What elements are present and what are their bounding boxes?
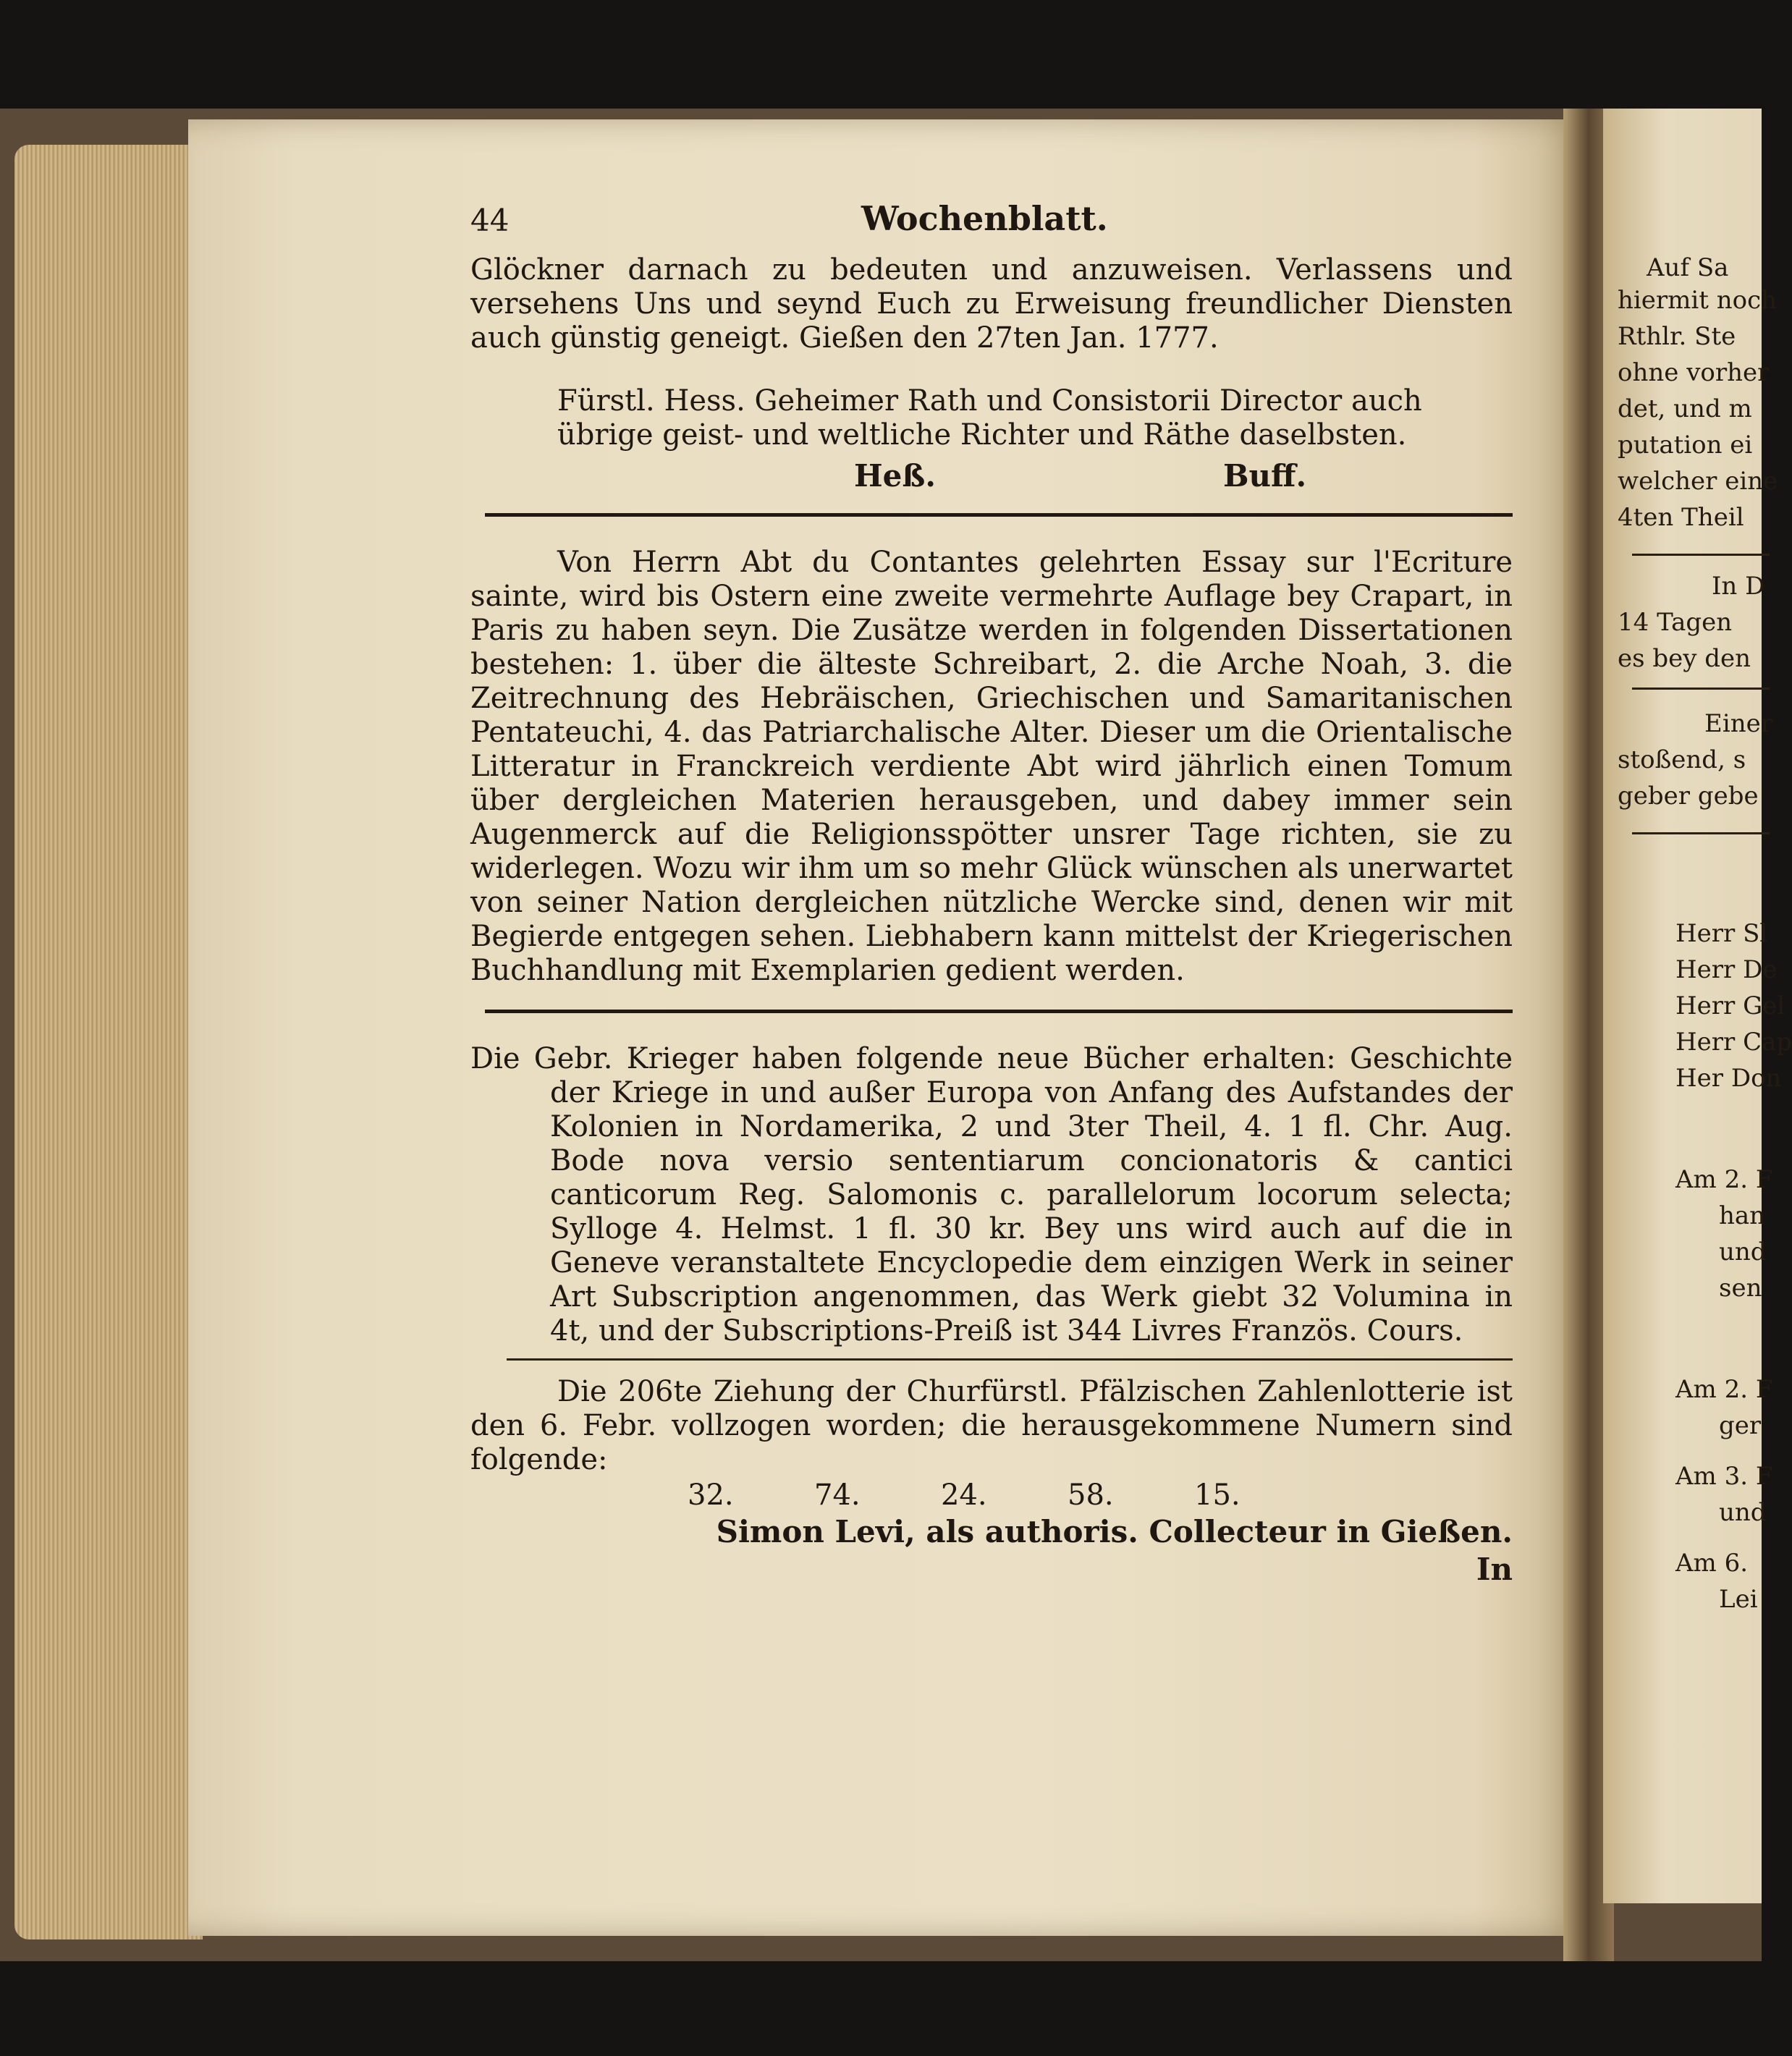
lottery-number: 24. bbox=[941, 1478, 987, 1512]
right-page bbox=[1603, 109, 1792, 1903]
right-page-line: Herr Cap bbox=[1675, 1028, 1792, 1057]
page-number: 44 bbox=[470, 203, 510, 238]
page-content bbox=[470, 195, 1513, 1588]
right-page-line: Am 6. bbox=[1675, 1549, 1749, 1578]
right-page-line: putation ei bbox=[1618, 431, 1753, 460]
right-page-line: Einer bbox=[1704, 709, 1772, 738]
running-title: Wochenblatt. bbox=[861, 199, 1108, 238]
right-page-line: und bbox=[1719, 1498, 1767, 1527]
right-page-line: hiermit noch bbox=[1618, 286, 1778, 315]
right-page-line: Am 2. F bbox=[1675, 1165, 1773, 1194]
right-page-line: In D bbox=[1712, 572, 1765, 601]
right-page-line: det, und m bbox=[1618, 394, 1752, 423]
decree-signatories bbox=[470, 452, 1513, 503]
lottery-number: 58. bbox=[1068, 1478, 1114, 1512]
page-header bbox=[470, 195, 1513, 253]
section-divider bbox=[507, 1358, 1513, 1361]
lottery-number: 74. bbox=[814, 1478, 861, 1512]
right-page-line: und bbox=[1719, 1238, 1767, 1266]
lottery-signoff: Simon Levi, als authoris. Collecteur in Gießen. bbox=[716, 1514, 1513, 1549]
notice-essay: Von Herrn Abt du Contantes gelehrten Essay sur l'Ecriture sainte, wird bis Ostern eine zweite vermehrte Auflage bey Crapart, in Paris zu haben seyn. Die Zusätze werden in folgenden Dissertationen bestehen: 1. über die älteste Schreibart, 2. die Arche Noah, 3. die Zeitrechnung des Hebräischen, Griechischen und Samaritanischen Pentateuchi, 4. das Patriarchalische Alter. Dieser um die Orientalische Litteratur in Franckreich verdiente Abt wird jährlich einen Tomum über dergleichen Materien herausgeben, und dabey immer sein Augenmerck auf die Religionsspötter unsrer Tage richten, sie zu widerlegen. Wozu wir ihm um so mehr Glück wünschen als unerwartet von seiner Nation dergleichen nützliche Wercke sind, denen wir mit Begierde entgegen sehen. Liebhabern kann mittelst der Kriegerischen Buchhandlung mit Exemplarien gedient werden. bbox=[470, 546, 1513, 987]
notice-books: Die Gebr. Krieger haben folgende neue Bücher erhalten: Geschichte der Kriege in und außer Europa von Anfang des Aufstandes der Kolonien in Nordamerika, 2 und 3ter Theil, 4. 1 fl. Chr. Aug. Bode nova versio sententiarum concionatoris & cantici canticorum Reg. Salomonis c. parallelorum locorum selecta; Sylloge 4. Helmst. 1 fl. 30 kr. Bey uns wird auch auf die in Geneve veranstaltete Encyclopedie dem einzigen Werk in seiner Art Subscription angenommen, das Werk giebt 32 Volumina in 4t, und der Subscriptions-Preiß ist 344 Livres Französ. Cours. bbox=[470, 1042, 1513, 1348]
right-page-line: welcher eine bbox=[1618, 467, 1778, 496]
right-page-line: Am 3. F bbox=[1675, 1462, 1773, 1491]
right-page-rule bbox=[1632, 554, 1770, 556]
right-page-line: Am 2. F bbox=[1675, 1375, 1773, 1404]
decree-signature-line: Fürstl. Hess. Geheimer Rath und Consistorii Director auch übrige geist- und weltliche Richter und Räthe daselbsten. bbox=[557, 384, 1422, 452]
right-page-line: Herr Gel bbox=[1675, 991, 1785, 1020]
right-page-line: han bbox=[1719, 1201, 1766, 1230]
lottery-number: 15. bbox=[1194, 1478, 1241, 1512]
right-page-line: es bey den bbox=[1618, 644, 1751, 673]
right-page-line: geber gebe bbox=[1618, 782, 1759, 811]
right-page-line: stoßend, s bbox=[1618, 745, 1746, 774]
right-page-line: sen bbox=[1719, 1274, 1762, 1303]
right-page-line: Lei bbox=[1719, 1585, 1758, 1614]
signatory-name: Heß. bbox=[854, 458, 936, 494]
right-page-rule bbox=[1632, 832, 1770, 834]
right-page-line: Her Don bbox=[1675, 1064, 1782, 1093]
signatory-name: Buff. bbox=[1223, 458, 1307, 494]
right-page-line: ger bbox=[1719, 1411, 1762, 1440]
notice-lottery: Die 206te Ziehung der Churfürstl. Pfälzischen Zahlenlotterie ist den 6. Febr. vollzogen worden; die herausgekommene Numern sind folgende: bbox=[470, 1375, 1513, 1476]
right-page-line: Herr De bbox=[1675, 955, 1778, 984]
lottery-number: 32. bbox=[688, 1478, 734, 1512]
section-divider bbox=[485, 1010, 1513, 1013]
right-page-line: ohne vorher bbox=[1618, 358, 1770, 387]
right-page-rule bbox=[1632, 688, 1770, 690]
catchword: In bbox=[1476, 1552, 1513, 1587]
section-divider bbox=[485, 513, 1513, 517]
lottery-numbers bbox=[470, 1477, 1513, 1513]
right-page-line: 14 Tagen bbox=[1618, 608, 1733, 637]
right-page-line: Herr Sl bbox=[1675, 919, 1768, 948]
page-edges bbox=[14, 145, 203, 1939]
right-page-line: Rthlr. Ste bbox=[1618, 322, 1736, 351]
right-page-line: Auf Sa bbox=[1647, 253, 1729, 282]
decree-text: Glöckner darnach zu bedeuten und anzuweisen. Verlassens und versehens Uns und seynd Euch zu Erweisung freundlicher Diensten auch günstig geneigt. Gießen den 27ten Jan. 1777. bbox=[470, 253, 1513, 355]
right-page-line: 4ten Theil bbox=[1618, 503, 1744, 532]
